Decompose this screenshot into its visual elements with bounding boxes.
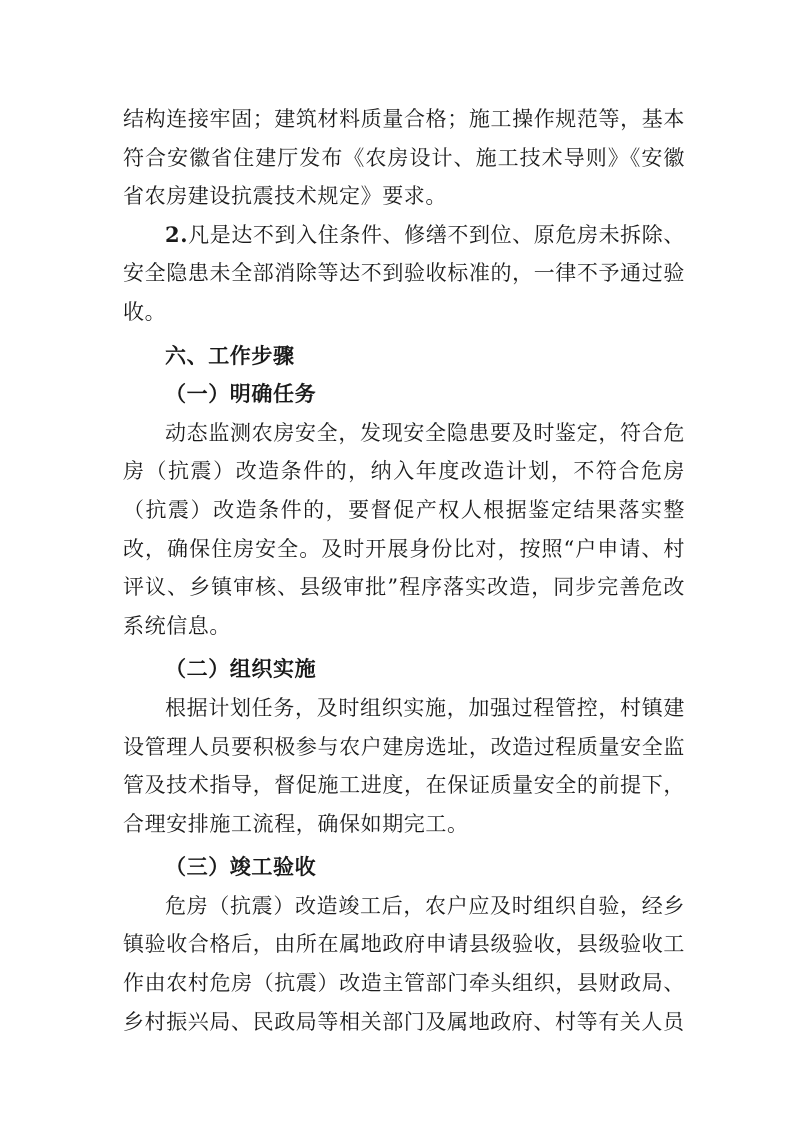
subsection-heading-3: （三）竣工验收: [165, 854, 317, 880]
paragraph-implementation: 根据计划任务，及时组织实施，加强过程管控，村镇建设管理人员要积极参与农户建房选址，改造过程质量安全监管及技术指导，督促施工进度，在保证质量安全的前提下，合理安排施工流程，确保如期完工。: [123, 695, 685, 836]
item-number: 2.: [165, 221, 189, 247]
page-body: [123, 100, 685, 1041]
paragraph-item-2: [123, 216, 685, 332]
paragraph-acceptance: 危房（抗震）改造竣工后，农户应及时组织自验，经乡镇验收合格后，由所在属地政府申请县级验收，县级验收工作由农村危房（抗震）改造主管部门牵头组织，县财政局、乡村振兴局、民政局等相关部门及属地政府、村等有关人员: [123, 893, 685, 1034]
paragraph-continuation: 结构连接牢固；建筑材料质量合格；施工操作规范等，基本符合安徽省住建厅发布《农房设计、施工技术导则》《安徽省农房建设抗震技术规定》要求。: [123, 107, 685, 209]
section-heading: 六、工作步骤: [165, 342, 295, 368]
paragraph-task: 动态监测农房安全，发现安全隐患要及时鉴定，符合危房（抗震）改造条件的，纳入年度改造计划，不符合危房（抗震）改造条件的，要督促产权人根据鉴定结果落实整改，确保住房安全。及时开展身份比对，按照“户申请、村评议、乡镇审核、县级审批”程序落实改造，同步完善危改系统信息。: [123, 420, 685, 638]
subsection-heading-2: （二）组织实施: [165, 656, 317, 682]
subsection-heading-1: （一）明确任务: [165, 381, 317, 407]
item-text: 凡是达不到入住条件、修缮不到位、原危房未拆除、安全隐患未全部消除等达不到验收标准的，一律不予通过验收。: [123, 222, 685, 324]
